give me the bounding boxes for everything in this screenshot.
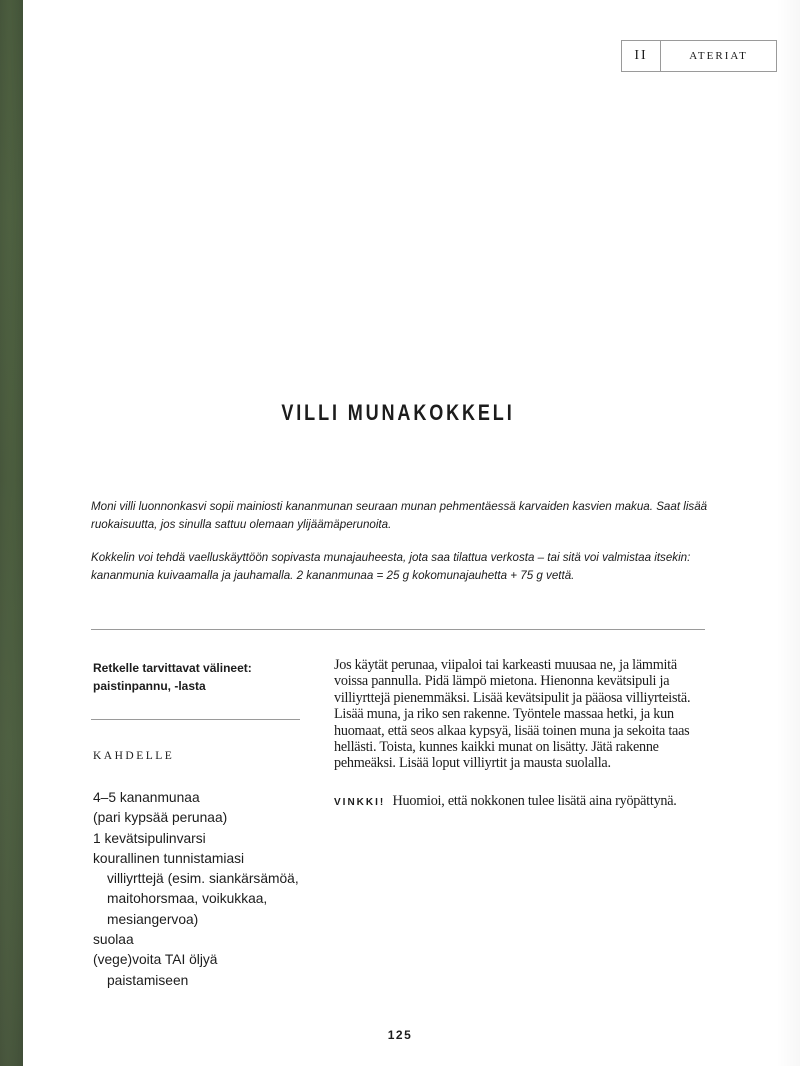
servings-label: KAHDELLE — [93, 750, 175, 762]
ingredient-item — [93, 788, 323, 808]
section-tab — [621, 40, 777, 72]
ingredient-text: (pari kypsää perunaa) — [93, 810, 228, 826]
ingredient-continuation: paistamiseen — [107, 972, 189, 988]
ingredient-text: (vege)voita TAI öljyä — [93, 952, 218, 968]
ingredient-text: kourallinen tunnistamiasi — [93, 850, 245, 866]
ingredient-text: 4–5 kananmunaa — [93, 790, 200, 805]
intro-paragraph-2: Kokkelin voi tehdä vaelluskäyttöön sopivasta munajauheesta, jota saa tilattua verkosta – tai sitä voi valmistaa itsekin: kananmunia kuivaamalla ja jauhamalla. 2 kananmunaa = 25 g kokomunajauhetta + 75 g vettä. — [91, 551, 691, 582]
ingredient-list — [93, 788, 323, 991]
section-number: II — [622, 41, 661, 71]
ingredient-item — [93, 930, 323, 950]
equipment-value: paistinpannu, -lasta — [93, 679, 206, 693]
tip-text: Huomioi, että nokkonen tulee lisätä aina ryöpättynä. — [392, 793, 677, 809]
recipe-title: VILLI MUNAKOKKELI — [281, 400, 515, 425]
equipment-block — [93, 659, 303, 695]
equipment-label: Retkelle tarvittavat välineet: — [93, 661, 252, 675]
ingredient-item — [93, 849, 323, 930]
section-name: ATERIAT — [689, 50, 748, 62]
page-edge-shadow — [776, 0, 800, 1066]
ingredient-continuation: villiyrttejä (esim. siankärsämöä, maitohorsmaa, voikukkaa, mesiangervoa) — [107, 871, 299, 927]
intro-paragraph-1: Moni villi luonnonkasvi sopii mainiosti kananmunan seuraan munan pehmentäessä karvaiden kasvien makua. Saat lisää ruokaisuutta, jos sinulla sattuu olemaan ylijäämäperunoita. — [91, 500, 708, 531]
tip-block — [334, 793, 714, 811]
section-divider — [91, 629, 705, 630]
ingredient-text: 1 kevätsipulinvarsi — [93, 830, 206, 846]
ingredient-item — [93, 808, 323, 828]
page-number: 125 — [387, 1028, 413, 1042]
ingredient-text: suolaa — [93, 932, 134, 948]
ingredient-item — [93, 950, 323, 991]
cover-photo-edge — [0, 0, 23, 1066]
method-text: Jos käytät perunaa, viipaloi tai karkeasti muusaa ne, ja lämmitä voissa pannulla. Pidä lämpö mietona. Hienonna kevätsipuli ja villiyrttejä pienemmäksi. Lisää kevätsipulit ja pääosa villiyrteistä. Lisää muna, ja riko sen rakenne. Työntele massaa hetki, ja kun huomaat, että seos alkaa kypsyä, lisää toinen muna ja sekoita taas hellästi. Toista, kunnes kaikki munat on lisätty. Jätä rakenne pehmeäksi. Lisää loput villiyrtit ja mausta suolalla. — [334, 657, 691, 772]
sidebar-divider — [91, 719, 300, 720]
tip-label: VINKKI! — [334, 797, 386, 808]
ingredient-item — [93, 829, 323, 849]
